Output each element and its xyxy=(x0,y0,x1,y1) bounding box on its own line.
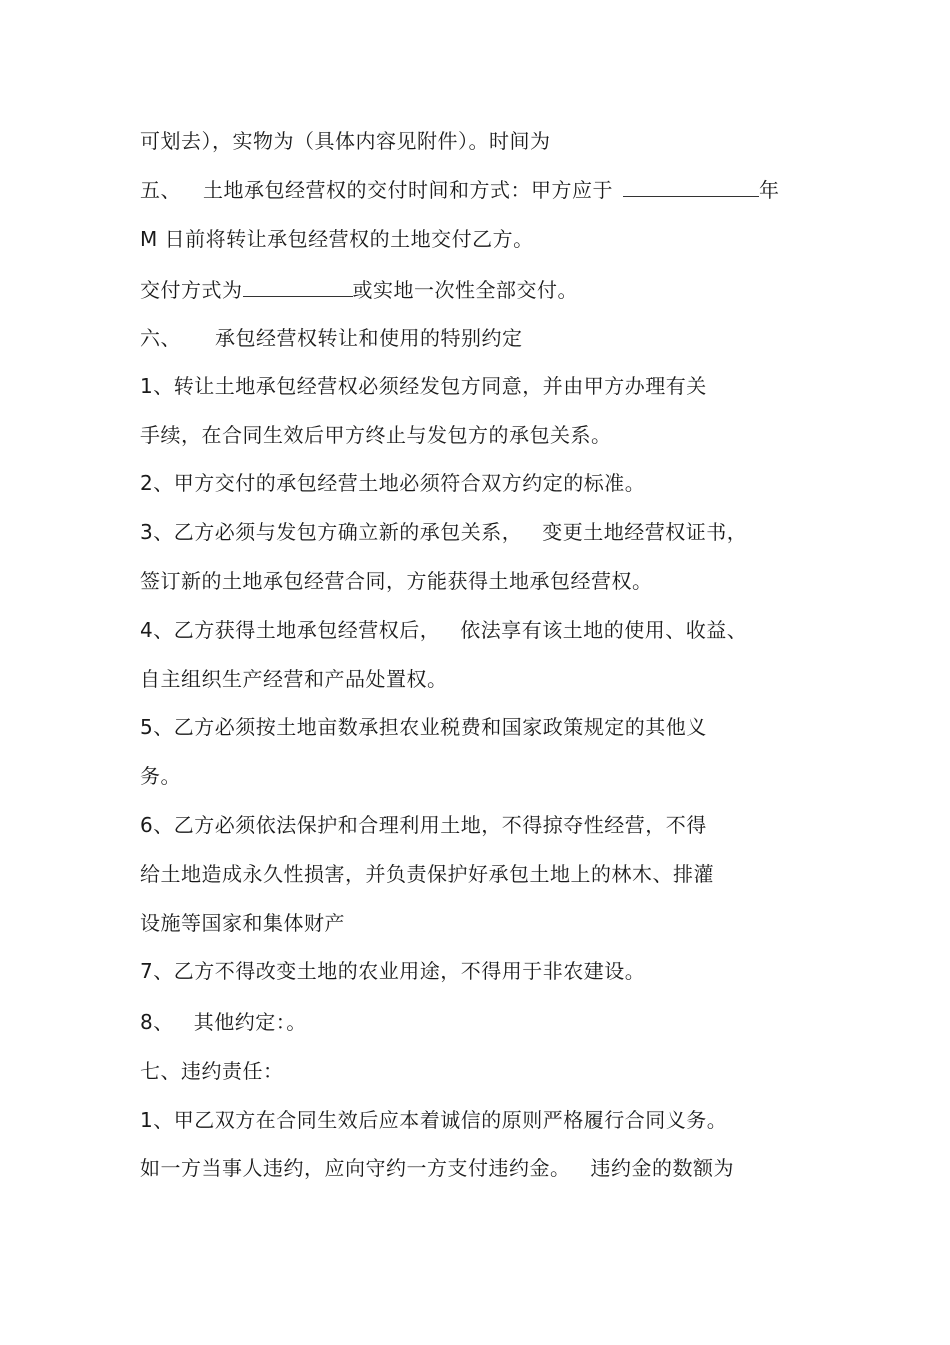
text-line-6: 1、转让土地承包经营权必须经发包方同意，并由甲方办理有关 xyxy=(140,374,707,398)
text-line-10: 签订新的土地承包经营合同，方能获得土地承包经营权。 xyxy=(140,569,653,593)
text-line-21: 1、甲乙双方在合同生效后应本着诚信的原则严格履行合同义务。 xyxy=(140,1108,728,1132)
text-line-5 xyxy=(140,324,523,352)
text-line-11 xyxy=(140,616,747,644)
section-heading: 土地承包经营权的交付时间和方式：甲方应于 xyxy=(203,178,613,202)
text-line-2 xyxy=(140,176,780,204)
text-line-19 xyxy=(140,1008,307,1036)
liability-part-2: 违约金的数额为 xyxy=(590,1156,734,1180)
clause-8-text: 其他约定：。 xyxy=(193,1010,307,1034)
text-line-8: 2、甲方交付的承包经营土地必须符合双方约定的标准。 xyxy=(140,471,646,495)
section-heading: 承包经营权转让和使用的特别约定 xyxy=(215,326,523,350)
clause-4-part-2: 依法享有该土地的使用、收益、 xyxy=(460,618,748,642)
text-line-3: M 日前将转让承包经营权的土地交付乙方。 xyxy=(140,227,534,251)
section-number: 五、 xyxy=(140,178,181,202)
delivery-method-blank[interactable] xyxy=(243,276,353,297)
delivery-method-label: 交付方式为 xyxy=(140,278,243,302)
text-line-12: 自主组织生产经营和产品处置权。 xyxy=(140,667,448,691)
text-line-20: 七、违约责任： xyxy=(140,1059,284,1083)
text-line-4 xyxy=(140,276,578,304)
year-label: 年 xyxy=(759,178,780,202)
text-line-13: 5、乙方必须按土地亩数承担农业税费和国家政策规定的其他义 xyxy=(140,715,707,739)
text-line-17: 设施等国家和集体财产 xyxy=(140,911,345,935)
text-line-18: 7、乙方不得改变土地的农业用途，不得用于非农建设。 xyxy=(140,959,646,983)
text-line-9 xyxy=(140,518,747,546)
text-line-16: 给土地造成永久性损害，并负责保护好承包土地上的林木、排灌 xyxy=(140,862,714,886)
text-line-15: 6、乙方必须依法保护和合理利用土地，不得掠夺性经营，不得 xyxy=(140,813,707,837)
date-blank-year[interactable] xyxy=(623,176,759,197)
clause-4-part-1: 4、乙方获得土地承包经营权后， xyxy=(140,618,441,642)
clause-3-part-2: 变更土地经营权证书， xyxy=(542,520,748,544)
section-number: 六、 xyxy=(140,326,181,350)
text-line-1: 可划去），实物为（具体内容见附件）。时间为 xyxy=(140,129,551,153)
text-line-14: 务。 xyxy=(140,764,181,788)
clause-8-number: 8、 xyxy=(140,1010,174,1034)
text-line-7: 手续，在合同生效后甲方终止与发包方的承包关系。 xyxy=(140,423,612,447)
clause-3-part-1: 3、乙方必须与发包方确立新的承包关系， xyxy=(140,520,523,544)
text-line-22 xyxy=(140,1154,734,1182)
liability-part-1: 如一方当事人违约，应向守约一方支付违约金。 xyxy=(140,1156,571,1180)
delivery-method-tail: 或实地一次性全部交付。 xyxy=(352,278,578,302)
